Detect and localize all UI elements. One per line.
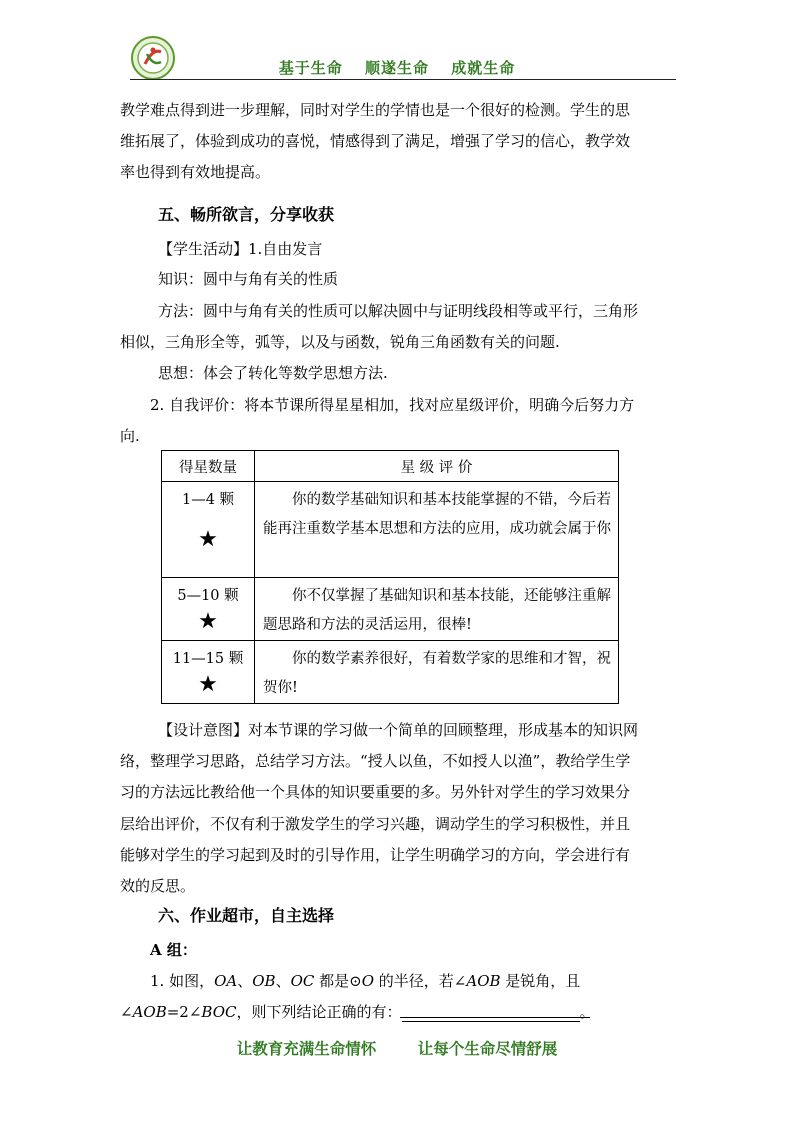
header-divider [130, 79, 676, 80]
answer-blank[interactable] [402, 1007, 580, 1022]
star-icon: ★ [198, 609, 218, 634]
row-evaluation: 你不仅掌握了基础知识和基本技能，还能够注重解题思路和方法的灵活运用，很棒! [255, 578, 619, 641]
question-1-line-2 [120, 1001, 595, 1022]
motto-3: 成就生命 [451, 59, 516, 77]
star-rating-table [161, 450, 619, 704]
para1-line-3: 率也得到有效地提高。 [120, 163, 271, 181]
design-line-4: 层给出评价，不仅有利于激发学生的学习兴趣，调动学生的学习积极性，并且 [120, 815, 631, 833]
table-row [162, 578, 619, 641]
para1-line-1: 教学难点得到进一步理解，同时对学生的学情也是一个很好的检测。学生的思 [120, 101, 631, 119]
row-count: 5—10 颗 [177, 588, 239, 604]
method-line-1: 方法：圆中与角有关的性质可以解决圆中与证明线段相等或平行，三角形 [158, 302, 639, 320]
row-evaluation: 你的数学基础知识和基本技能掌握的不错，今后若能再注重数学基本思想和方法的应用，成功就会属于你 [255, 482, 619, 578]
header-star-evaluation: 星 级 评 价 [255, 451, 619, 482]
group-a-label: A 组： [150, 941, 197, 959]
row-count: 1—4 颗 [181, 492, 235, 508]
para1-line-2: 维拓展了，体验到成功的喜悦，情感得到了满足，增强了学习的信心，教学效 [120, 132, 631, 150]
self-eval-line-2: 向. [120, 427, 140, 445]
header-star-count: 得星数量 [162, 451, 255, 482]
table-row [162, 482, 619, 578]
method-line-2: 相似，三角形全等，弧等，以及与函数，锐角三角函数有关的问题. [120, 333, 560, 351]
q1-sep1: 、 [237, 972, 253, 990]
self-eval-line-1: 2. 自我评价：将本节课所得星星相加，找对应星级评价，明确今后努力方 [150, 396, 635, 414]
row-count-cell [162, 482, 255, 578]
q1-oa: OA [214, 972, 238, 990]
q1-boc: BOC [201, 1003, 237, 1021]
q1-text-c: 的半径，若∠ [374, 972, 467, 990]
student-activity: 【学生活动】1.自由发言 [158, 240, 323, 258]
q1-oc: OC [290, 972, 315, 990]
question-1-line-1 [150, 970, 580, 991]
row-count-cell [162, 641, 255, 704]
thought-line: 思想：体会了转化等数学思想方法. [158, 364, 388, 382]
motto-1: 基于生命 [278, 59, 343, 77]
section5-title: 五、畅所欲言，分享收获 [158, 205, 335, 224]
q1-aob: AOB [466, 972, 501, 990]
q1-text-a: 1. 如图， [150, 972, 215, 990]
design-line-5: 能够对学生的学习起到及时的引导作用，让学生明确学习的方向，学会进行有 [120, 846, 631, 864]
q1-o: O [361, 972, 375, 990]
table-row [162, 641, 619, 704]
q1-text-d: 是锐角，且 [500, 972, 581, 990]
q1-aob2: AOB [132, 1003, 167, 1021]
design-line-1: 【设计意图】对本节课的学习做一个简单的回顾整理，形成基本的知识网 [158, 721, 639, 739]
knowledge-line: 知识：圆中与角有关的性质 [158, 270, 339, 288]
footer-slogan-2: 让每个生命尽情舒展 [417, 1039, 558, 1058]
star-icon: ★ [198, 672, 218, 697]
q1-end: 。 [579, 1003, 595, 1021]
q1-sep2: 、 [275, 972, 291, 990]
row-evaluation: 你的数学素养很好，有着数学家的思维和才智，祝贺你! [255, 641, 619, 704]
star-icon: ★ [198, 527, 218, 552]
q1-ob: OB [252, 972, 276, 990]
motto-2: 顺遂生命 [364, 59, 429, 77]
q1-text-e: ∠ [120, 1003, 133, 1021]
header-motto [0, 57, 794, 78]
table-header-row [162, 451, 619, 482]
footer-slogan [0, 1037, 794, 1059]
section6-title: 六、作业超市，自主选择 [158, 906, 335, 925]
design-line-2: 络，整理学习思路，总结学习方法。“授人以鱼，不如授人以渔”，教给学生学 [120, 752, 631, 770]
q1-text-f: =2∠ [166, 1003, 202, 1021]
q1-text-b: 都是⊙ [314, 972, 362, 990]
q1-text-g: ，则下列结论正确的有： [236, 1003, 402, 1021]
design-line-3: 习的方法远比教给他一个具体的知识要重要的多。另外针对学生的学习效果分 [120, 783, 631, 801]
row-count-cell [162, 578, 255, 641]
row-count: 11—15 颗 [172, 651, 244, 667]
blank-underline [400, 1017, 590, 1018]
footer-slogan-1: 让教育充满生命情怀 [236, 1039, 377, 1058]
design-line-6: 效的反思。 [120, 877, 196, 895]
